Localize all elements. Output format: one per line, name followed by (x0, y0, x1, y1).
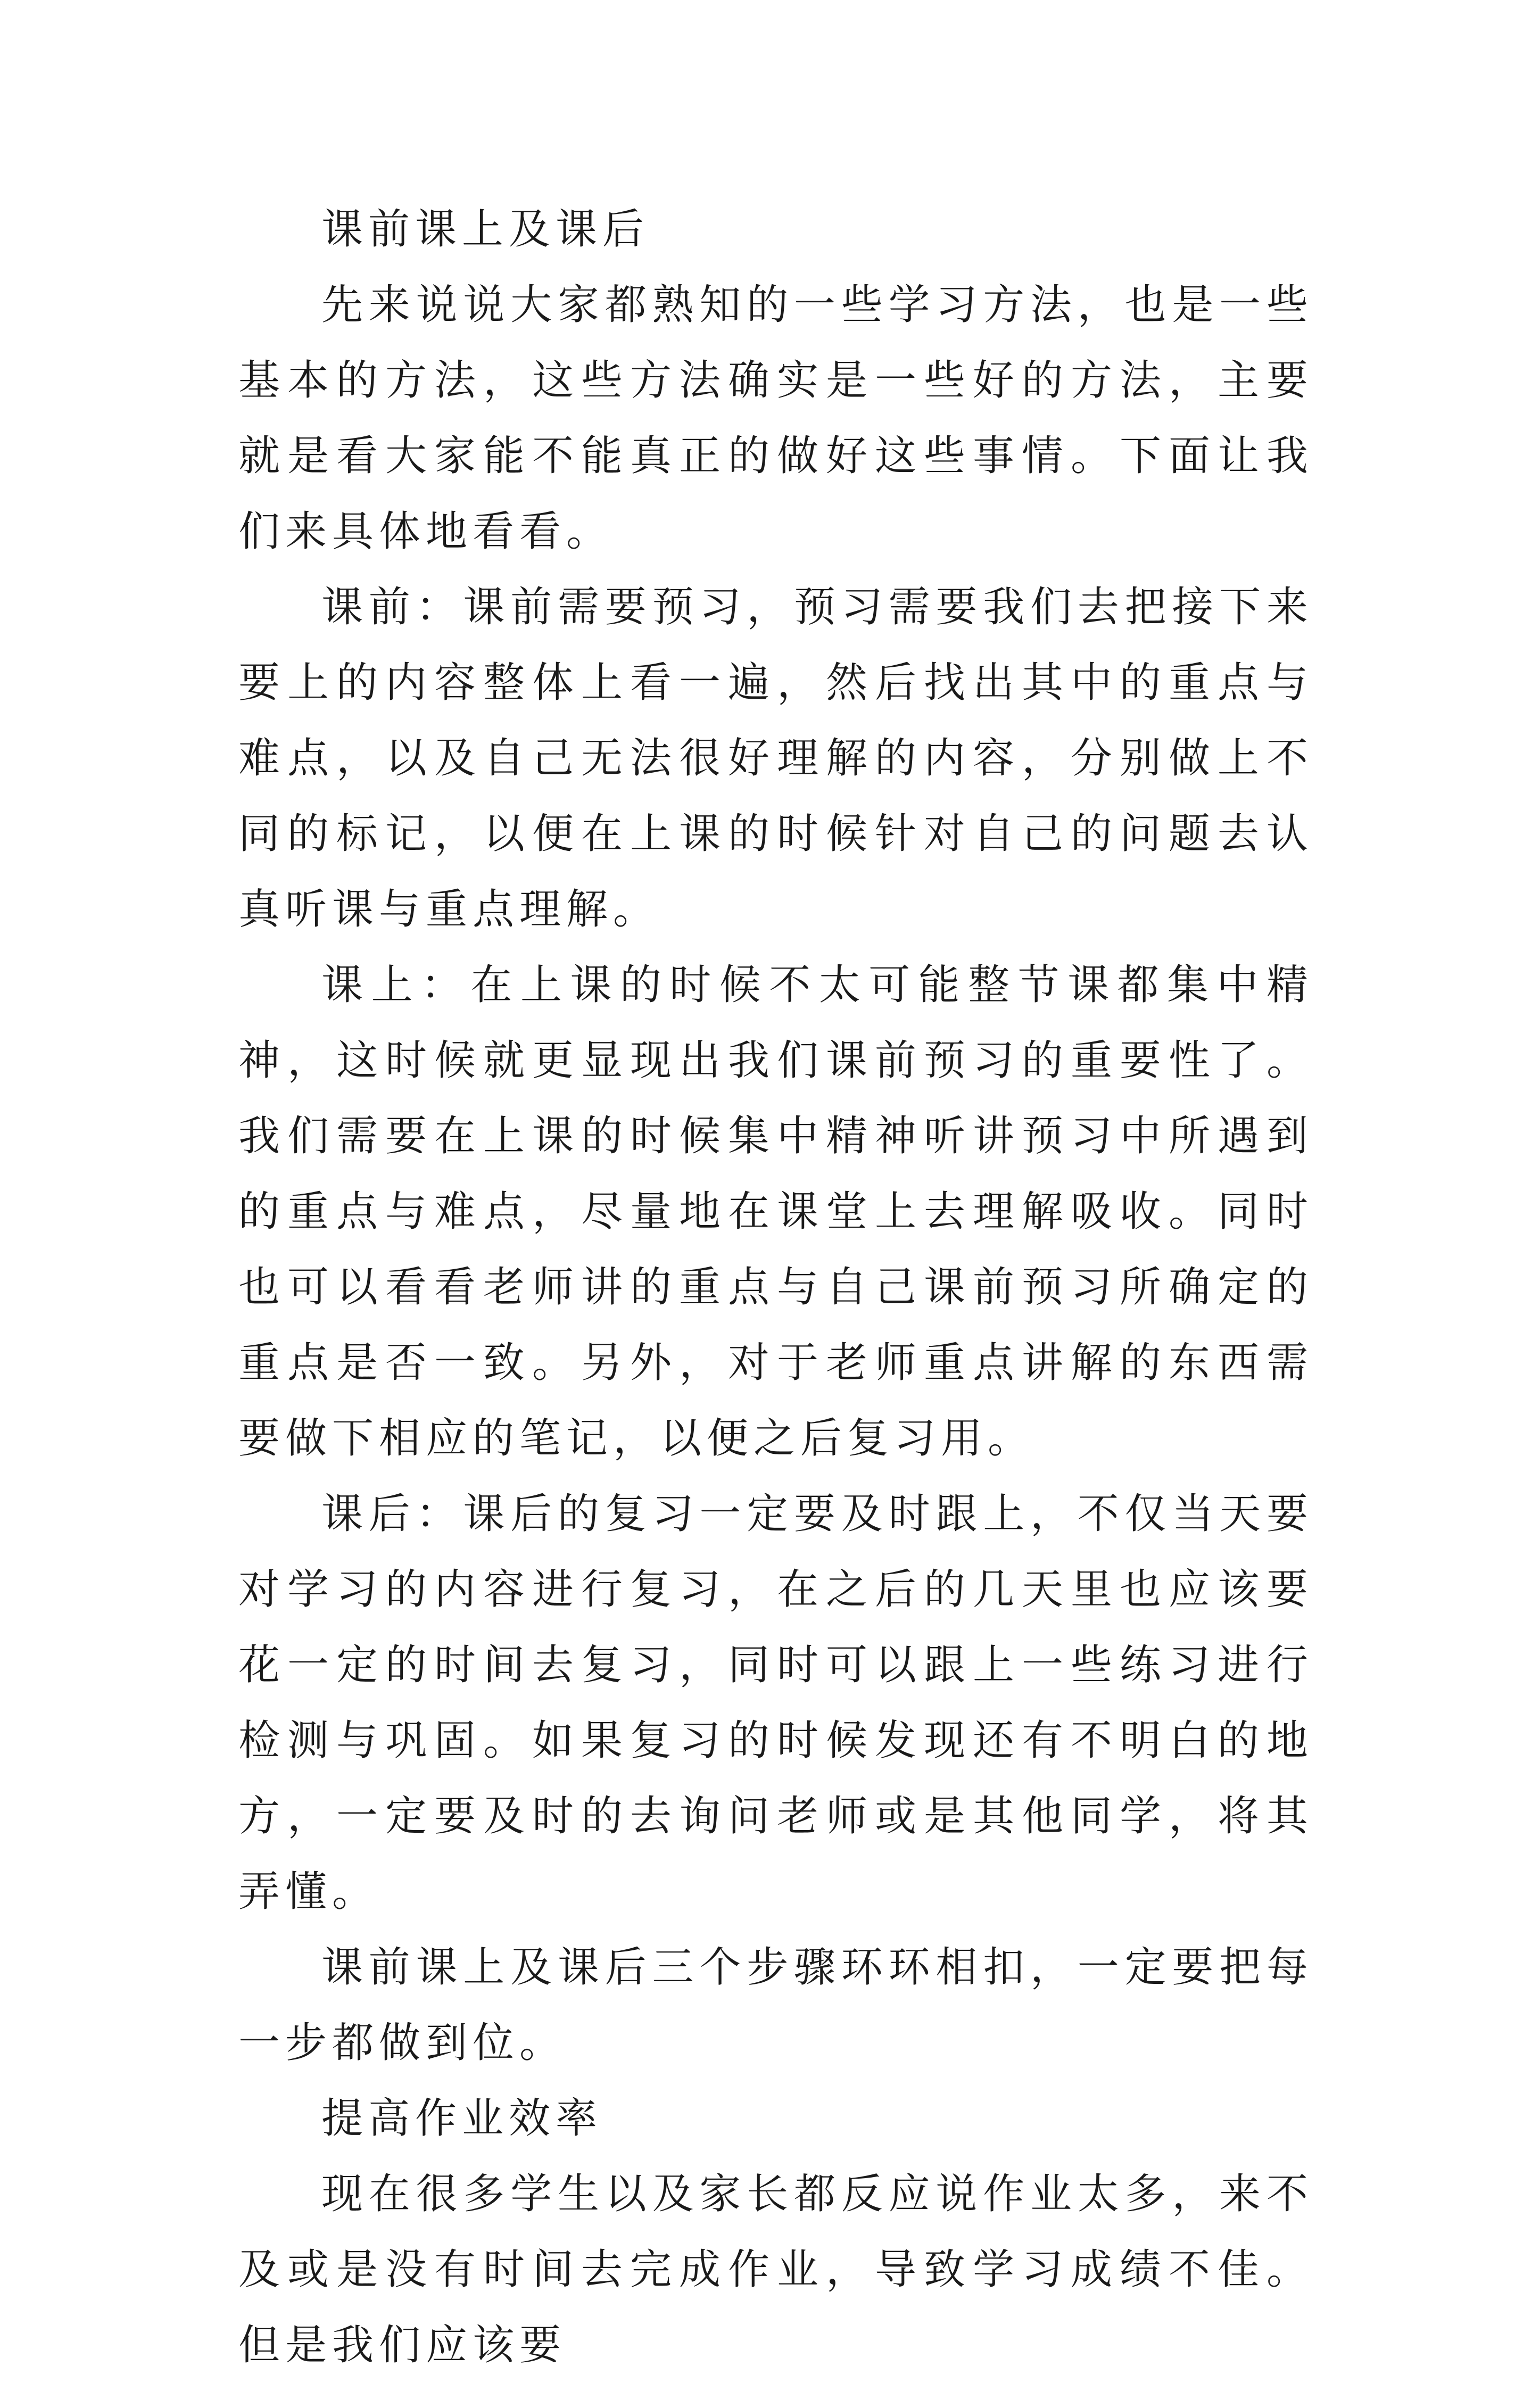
paragraph-three-steps-summary: 课前课上及课后三个步骤环环相扣，一定要把每一步都做到位。 (238, 1943, 1313, 2067)
paragraph-after-class: 课后：课后的复习一定要及时跟上，不仅当天要对学习的内容进行复习，在之后的几天里也应该要花一定的时间去复习，同时可以跟上一些练习进行检测与巩固。如果复习的时候发现还有不明白的地方，一定要及时的去询问老师或是其他同学，将其弄懂。 (238, 1490, 1313, 1916)
section-heading-before-during-after-class: 课前课上及课后 (321, 205, 650, 253)
paragraph-during-class: 课上：在上课的时候不太可能整节课都集中精神，这时候就更显现出我们课前预习的重要性了。我们需要在上课的时候集中精神听讲预习中所遇到的重点与难点，尽量地在课堂上去理解吸收。同时也可以看看老师讲的重点与自己课前预习所确定的重点是否一致。另外，对于老师重点讲解的东西需要做下相应的笔记，以便之后复习用。 (238, 961, 1313, 1462)
paragraph-homework-intro: 现在很多学生以及家长都反应说作业太多，来不及或是没有时间去完成作业，导致学习成绩不佳。但是我们应该要 (238, 2170, 1313, 2369)
paragraph-before-class: 课前：课前需要预习，预习需要我们去把接下来要上的内容整体上看一遍，然后找出其中的重点与难点，以及自己无法很好理解的内容，分别做上不同的标记，以便在上课的时候针对自己的问题去认真听课与重点理解。 (238, 583, 1313, 933)
section-heading-homework-efficiency: 提高作业效率 (321, 2095, 603, 2142)
paragraph-intro-methods: 先来说说大家都熟知的一些学习方法，也是一些基本的方法，这些方法确实是一些好的方法，主要就是看大家能不能真正的做好这些事情。下面让我们来具体地看看。 (238, 281, 1313, 556)
body-text (238, 192, 1313, 2383)
